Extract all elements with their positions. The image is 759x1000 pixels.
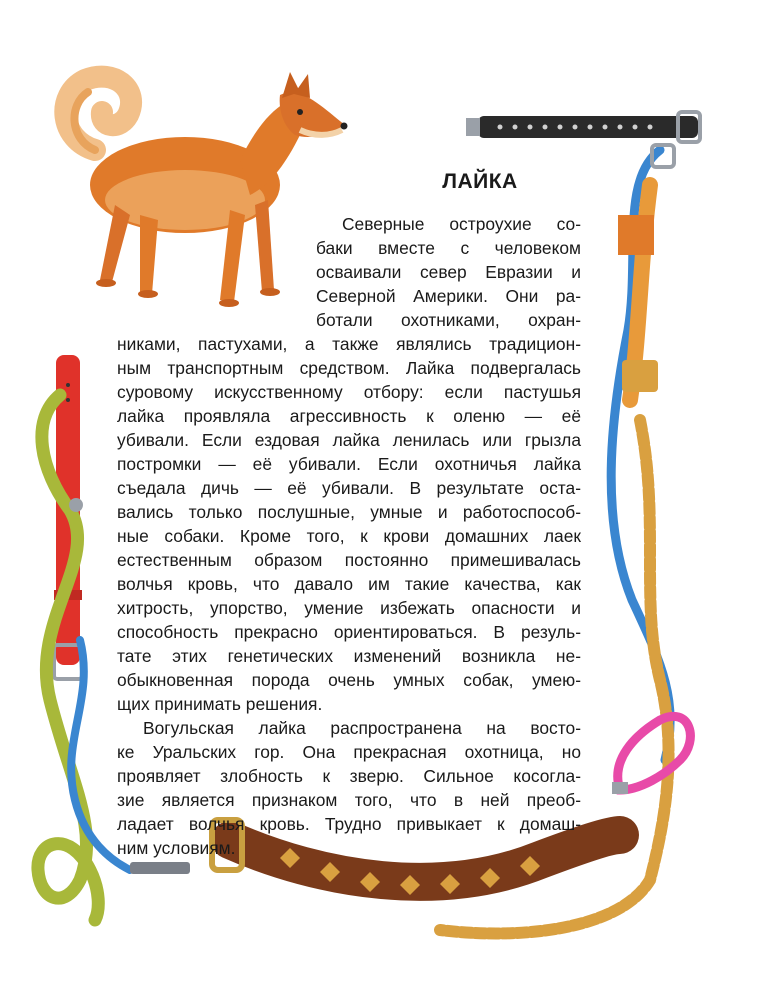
text-line: волчья кровь, что давало им такие качества, как	[117, 574, 581, 594]
text-line: проявляет злобность к зверю. Сильное косогла-	[117, 766, 581, 786]
text-line: убивали. Если ездовая лайка ленилась или грызла	[117, 430, 581, 450]
text-line: постромки — её убивали. Если охотничья лайка	[117, 454, 581, 474]
article-title: ЛАЙКА	[442, 170, 518, 193]
text-line: обыкновенная порода очень умных собак, умею-	[117, 670, 581, 690]
text-line: ладает волчья кровь. Трудно привыкает к домаш-	[117, 814, 581, 834]
text-line: ные собаки. Кроме того, к крови домашних лаек	[117, 526, 581, 546]
text-line: никами, пастухами, а также являлись традицион-	[117, 334, 581, 354]
text-line: тате этих генетических изменений возникла не-	[117, 646, 581, 666]
text-line: съедала дичь — её убивали. В результате оста-	[117, 478, 581, 498]
text-line: способность прекрасно ориентироваться. В резуль-	[117, 622, 581, 642]
text-line: Северной Америки. Они ра-	[316, 286, 581, 306]
text-line: Вогульская лайка распространена на восто-	[143, 718, 581, 738]
text-line: суровому искусственному отбору: если пастушья	[117, 382, 581, 402]
text-line: естественным образом постоянно примешивалась	[117, 550, 581, 570]
text-line: осваивали север Евразии и	[316, 262, 581, 282]
text-line: ным транспортным средством. Лайка подвергалась	[117, 358, 581, 378]
text-line: лайка проявляла агрессивность к оленю — её	[117, 406, 581, 426]
text-line: ботали охотниками, охран-	[316, 310, 581, 330]
text-line: Северные остроухие со-	[342, 214, 581, 234]
text-line: ним условиям.	[117, 838, 236, 858]
text-line: ке Уральских гор. Она прекрасная охотница, но	[117, 742, 581, 762]
text-line: вались только послушные, умные и работоспособ-	[117, 502, 581, 522]
text-line: зие является признаком того, что в ней преоб-	[117, 790, 581, 810]
text-line: баки вместе с человеком	[316, 238, 581, 258]
text-line: хитрость, упорство, умение избежать опасности и	[117, 598, 581, 618]
text-line: щих принимать решения.	[117, 694, 323, 714]
